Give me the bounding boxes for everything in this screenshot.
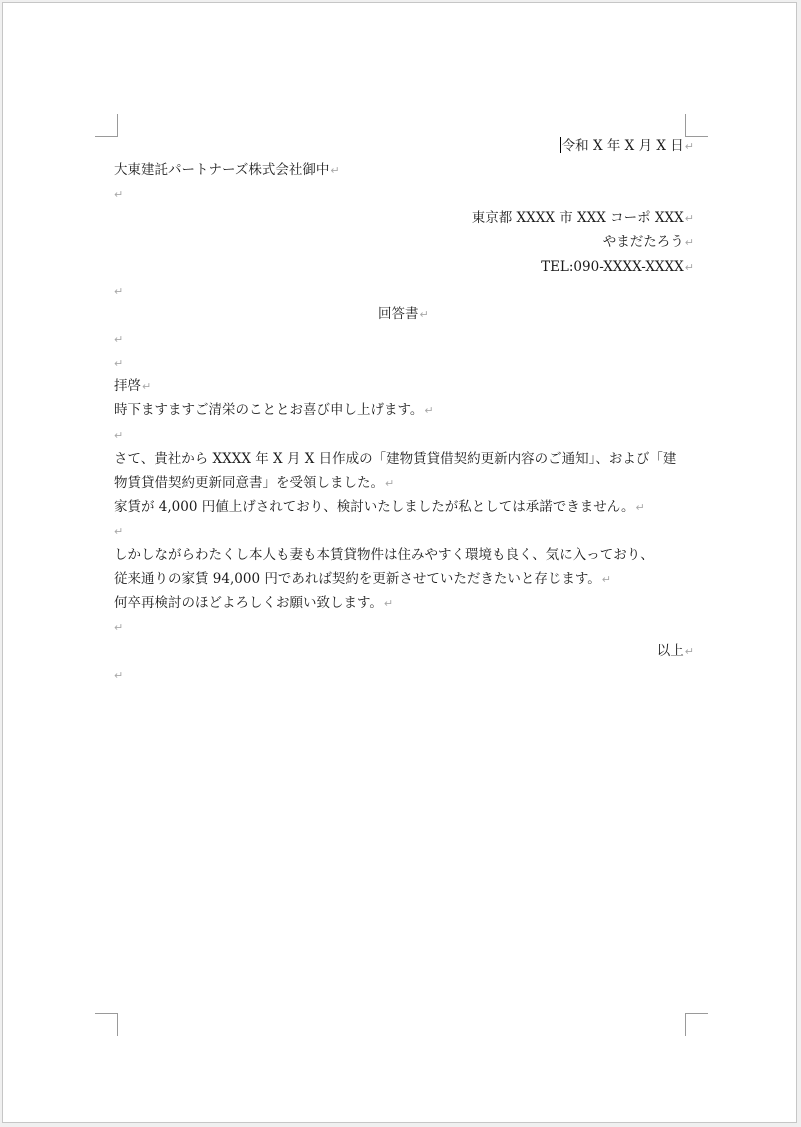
sender-name-text: やまだたろう: [602, 234, 684, 250]
empty-line[interactable]: [114, 351, 694, 375]
paragraph-mark-icon: ↵: [114, 285, 124, 298]
paragraph-mark-icon: ↵: [330, 164, 340, 177]
empty-line[interactable]: [114, 519, 694, 543]
greeting-line[interactable]: [114, 398, 694, 422]
body-text: 家賃が 4,000 円値上げされており、検討いたしましたが私としては承諾できません。: [114, 499, 635, 515]
empty-line[interactable]: [114, 182, 694, 206]
paragraph-mark-icon: ↵: [385, 477, 395, 490]
body-line[interactable]: [114, 471, 694, 495]
salutation-text: 拝啓: [114, 378, 141, 394]
closing-text: 以上: [656, 643, 684, 659]
paragraph-mark-icon: ↵: [684, 645, 694, 658]
date-text: 令和 X 年 X 月 X 日: [561, 138, 684, 154]
paragraph-mark-icon: ↵: [684, 212, 694, 225]
empty-line[interactable]: [114, 423, 694, 447]
text-cursor: [560, 137, 561, 153]
body-line[interactable]: [114, 567, 694, 591]
body-text: 従来通りの家賃 94,000 円であれば契約を更新させていただきたいと存じます。: [114, 571, 601, 587]
margin-corner-bottom-right: [685, 1013, 708, 1036]
greeting-text: 時下ますますご清栄のこととお喜び申し上げます。: [114, 402, 424, 418]
title-line[interactable]: [378, 302, 578, 326]
salutation-line[interactable]: [114, 374, 694, 398]
closing-line[interactable]: [114, 639, 694, 663]
sender-tel-line[interactable]: [114, 255, 694, 279]
paragraph-mark-icon: ↵: [114, 188, 124, 201]
paragraph-mark-icon: ↵: [684, 140, 694, 153]
paragraph-mark-icon: ↵: [601, 573, 611, 586]
paragraph-mark-icon: ↵: [684, 236, 694, 249]
body-text: しかしながらわたくし本人も妻も本賃貸物件は住みやすく環境も良く、気に入っており、: [114, 547, 654, 563]
body-line[interactable]: [114, 543, 694, 567]
sender-name-line[interactable]: [114, 230, 694, 254]
body-text: 何卒再検討のほどよろしくお願い致します。: [114, 595, 383, 611]
date-line[interactable]: [114, 134, 694, 158]
paragraph-mark-icon: ↵: [114, 621, 124, 634]
paragraph-mark-icon: ↵: [114, 333, 124, 346]
paragraph-mark-icon: ↵: [424, 404, 434, 417]
body-text: 物賃貸借契約更新同意書」を受領しました。: [114, 475, 384, 491]
body-line[interactable]: [114, 591, 694, 615]
paragraph-mark-icon: ↵: [684, 261, 694, 274]
body-text: さて、貴社から XXXX 年 X 月 X 日作成の「建物賃貸借契約更新内容のご通知」、および「建: [114, 451, 677, 467]
empty-line[interactable]: [114, 279, 694, 303]
paragraph-mark-icon: ↵: [419, 308, 429, 321]
empty-line[interactable]: [114, 327, 694, 351]
recipient-line[interactable]: [114, 158, 694, 182]
margin-corner-bottom-left: [95, 1013, 118, 1036]
paragraph-mark-icon: ↵: [114, 357, 124, 370]
empty-line[interactable]: [114, 663, 694, 687]
paragraph-mark-icon: ↵: [114, 429, 124, 442]
paragraph-mark-icon: ↵: [114, 525, 124, 538]
empty-line[interactable]: [114, 615, 694, 639]
paragraph-mark-icon: ↵: [383, 597, 394, 610]
sender-address-text: 東京都 XXXX 市 XXX コーポ XXX: [471, 210, 684, 226]
paragraph-mark-icon: ↵: [635, 501, 645, 514]
paragraph-mark-icon: ↵: [114, 669, 124, 682]
sender-tel-text: TEL:090-XXXX-XXXX: [541, 259, 684, 275]
sender-address-line[interactable]: [114, 206, 694, 230]
recipient-text: 大東建託パートナーズ株式会社御中: [114, 162, 330, 178]
document-title: 回答書: [378, 306, 419, 322]
body-line[interactable]: [114, 495, 694, 519]
body-line[interactable]: [114, 447, 694, 471]
paragraph-mark-icon: ↵: [142, 380, 152, 393]
